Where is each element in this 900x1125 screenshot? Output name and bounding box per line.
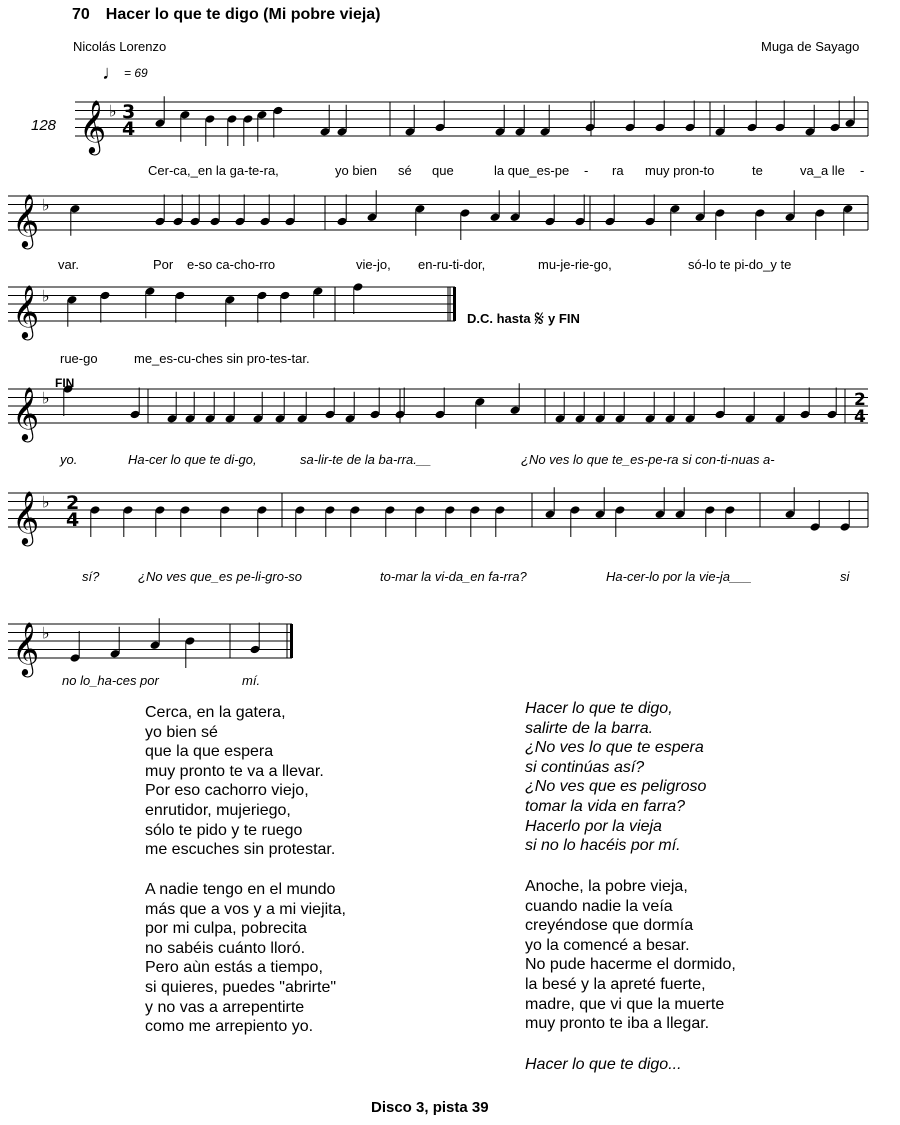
verse-right-3: Hacer lo que te digo... — [525, 1056, 682, 1073]
treble-clef-icon: 𝄞 — [12, 386, 40, 440]
lyric-syllable: yo. — [60, 452, 78, 467]
lyric-syllable: var. — [58, 257, 79, 272]
lyric-syllable: ¿No ves que_es pe-li-gro-so — [138, 569, 303, 584]
time-signature-denominator: 4 — [66, 509, 80, 531]
treble-clef-icon: 𝄞 — [12, 193, 40, 247]
time-signature-numerator: 2 — [66, 492, 80, 514]
key-flat-icon: ♭ — [42, 492, 50, 512]
lyric-syllable: - — [860, 163, 865, 178]
verse-right-1: Hacer lo que te digo, salirte de la barra. ¿No ves lo que te espera si continúas así? ¿No ves que es peligroso tomar la vida en farra? Hacerlo por la vieja si no lo hacéis por mí. — [525, 700, 707, 855]
lyric-syllable: yo bien — [335, 163, 377, 178]
lyric-syllable: en-ru-ti-dor, — [418, 257, 486, 272]
lyric-syllable: sé — [398, 163, 412, 178]
time-signature-denominator: 4 — [122, 118, 136, 140]
song-title: Hacer lo que te digo (Mi pobre vieja) — [105, 6, 381, 23]
lyric-syllable: mí. — [242, 673, 261, 688]
song-title-line — [72, 6, 381, 24]
final-barline — [453, 287, 456, 321]
lyric-syllable: sí? — [82, 569, 100, 584]
lyric-syllable: vie-jo, — [356, 257, 391, 272]
song-number: 70 — [72, 6, 90, 23]
treble-clef-icon: 𝄞 — [79, 99, 107, 153]
lyric-syllable: me_es-cu-ches sin pro-tes-tar. — [134, 351, 310, 366]
lyric-syllable: só-lo te pi-do_y te — [688, 257, 792, 272]
dc-suffix: y FIN — [548, 311, 580, 326]
time-signature-denominator: 4 — [854, 407, 866, 427]
fin-marker: FIN — [55, 376, 75, 390]
lyric-syllable: ra — [612, 163, 624, 178]
lyric-syllable: la que_es-pe — [494, 163, 570, 178]
lyric-syllable: te — [752, 163, 763, 178]
lyric-syllable: e-so ca-cho-rro — [187, 257, 276, 272]
time-signature-numerator: 3 — [122, 101, 136, 123]
time-signature-numerator: 2 — [854, 390, 866, 410]
verse-left-1: Cerca, en la gatera, yo bien sé que la que espera muy pronto te va a llevar. Por eso cachorro viejo, enrutidor, mujeriego, sólo te pido y te ruego me escuches sin protestar. — [145, 704, 336, 859]
key-flat-icon: ♭ — [109, 101, 117, 121]
staff-system-5 — [0, 483, 900, 543]
lyric-syllable: mu-je-rie-go, — [538, 257, 612, 272]
final-barline — [290, 624, 293, 658]
lyric-syllable: no lo_ha-ces por — [62, 673, 159, 688]
lyric-syllable: to-mar la vi-da_en fa-rra? — [380, 569, 527, 584]
lyric-syllable: va_a lle — [800, 163, 845, 178]
staff-system-4 — [0, 379, 900, 439]
lyric-syllable: Cer-ca,_en la ga-te-ra, — [148, 163, 279, 178]
lyric-syllable: si — [840, 569, 850, 584]
tempo-marking — [102, 62, 148, 85]
composer: Nicolás Lorenzo — [73, 39, 167, 54]
verse-left-2: A nadie tengo en el mundo más que a vos y a mi viejita, por mi culpa, pobrecita no sabéis cuánto lloró. Pero aùn estás a tiempo, si quieres, puedes "abrirte" y no vas a arrepentirte como me arrepiento yo. — [145, 881, 346, 1036]
staff-system-3 — [0, 277, 900, 337]
lyric-syllable: ¿No ves lo que te_es-pe-ra si con-ti-nuas a- — [521, 452, 775, 467]
lyric-syllable: sa-lir-te de la ba-rra.__ — [300, 452, 432, 467]
lyric-syllable: que — [432, 163, 454, 178]
staff-system-6 — [0, 614, 900, 674]
lyric-syllable: - — [584, 163, 589, 178]
treble-clef-icon: 𝄞 — [12, 621, 40, 675]
key-flat-icon: ♭ — [42, 623, 50, 643]
place: Muga de Sayago — [761, 39, 860, 54]
lyric-syllable: Ha-cer lo que te di-go, — [128, 452, 257, 467]
lyric-syllable: muy pron-to — [645, 163, 715, 178]
key-flat-icon: ♭ — [42, 195, 50, 215]
key-flat-icon: ♭ — [42, 286, 50, 306]
dc-prefix: D.C. hasta — [467, 311, 531, 326]
disc-track-footer: Disco 3, pista 39 — [371, 1099, 489, 1116]
lyric-syllable: Ha-cer-lo por la vie-ja___ — [606, 569, 752, 584]
staff-system-2 — [0, 186, 900, 246]
lyric-syllable: rue-go — [60, 351, 98, 366]
quarter-note-icon: ♩ — [102, 62, 122, 84]
verse-right-2: Anoche, la pobre vieja, cuando nadie la veía creyéndose que dormía yo la comencé a besar. No pude hacerme el dormido, la besé y la apreté fuerte, madre, que vi que la muerte muy pronto te iba a llegar. — [525, 878, 736, 1033]
tempo-value: = 69 — [124, 66, 148, 80]
staff-system-1 — [0, 92, 900, 152]
treble-clef-icon: 𝄞 — [12, 490, 40, 544]
measure-number: 128 — [31, 117, 57, 134]
lyric-syllable: Por — [153, 257, 174, 272]
treble-clef-icon: 𝄞 — [12, 284, 40, 338]
segno-icon: 𝄋 — [534, 306, 545, 331]
dc-instruction — [467, 306, 580, 332]
key-flat-icon: ♭ — [42, 388, 50, 408]
